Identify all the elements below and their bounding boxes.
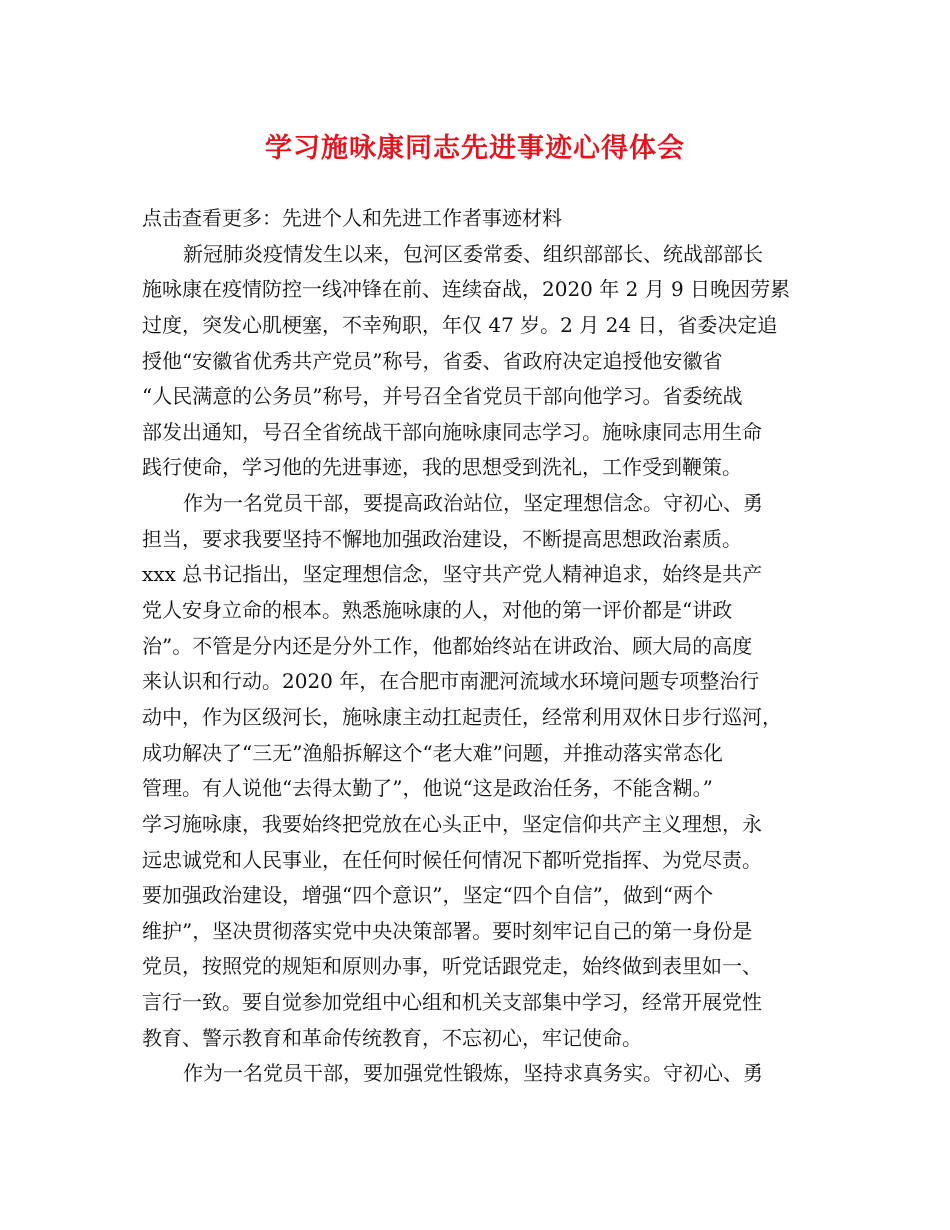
- body-line: 学习施咏康，我要始终把党放在心头正中，坚定信仰共产主义理想，永: [142, 811, 762, 836]
- body-line: 言行一致。要自觉参加党组中心组和机关支部集中学习，经常开展党性: [142, 990, 762, 1015]
- body-line: 维护”，坚决贯彻落实党中央决策部署。要时刻牢记自己的第一身份是: [142, 918, 753, 943]
- body-line: 授他“安徽省优秀共产党员”称号，省委、省政府决定追授他安徽省: [142, 348, 723, 373]
- body-line: 远忠诚党和人民事业，在任何时候任何情况下都听党指挥、为党尽责。: [142, 847, 762, 872]
- body-line: 治”。不管是分内还是分外工作，他都始终站在讲政治、顾大局的高度: [142, 633, 753, 658]
- body-line: 部发出通知，号召全省统战干部向施咏康同志学习。施咏康同志用生命: [142, 419, 762, 444]
- body-line: 管理。有人说他“去得太勤了”，他说“这是政治任务，不能含糊。”: [142, 776, 713, 801]
- document-title: 学习施咏康同志先进事迹心得体会: [265, 133, 685, 164]
- body-line: 新冠肺炎疫情发生以来，包河区委常委、组织部部长、统战部部长: [183, 241, 763, 266]
- body-line: 来认识和行动。2020 年，在合肥市南淝河流域水环境问题专项整治行: [142, 669, 760, 694]
- document-body: [142, 201, 822, 1092]
- more-link-line[interactable]: 点击查看更多：先进个人和先进工作者事迹材料: [142, 206, 562, 230]
- body-line: 作为一名党员干部，要加强党性锻炼，坚持求真务实。守初心、勇: [183, 1061, 763, 1086]
- body-line: 过度，突发心肌梗塞，不幸殉职，年仅 47 岁。2 月 24 日，省委决定追: [142, 312, 778, 337]
- body-line: 要加强政治建设，增强“四个意识”，坚定“四个自信”，做到“两个: [142, 883, 714, 908]
- body-line: 施咏康在疫情防控一线冲锋在前、连续奋战，2020 年 2 月 9 日晚因劳累: [142, 277, 791, 302]
- body-line: 担当，要求我要坚持不懈地加强政治建设，不断提高思想政治素质。: [142, 526, 742, 551]
- body-line: 成功解决了“三无”渔船拆解这个“老大难”问题，并推动落实常态化: [142, 740, 723, 765]
- body-line: xxx 总书记指出，坚定理想信念，坚守共产党人精神追求，始终是共产: [142, 562, 763, 587]
- body-line: 动中，作为区级河长，施咏康主动扛起责任，经常利用双休日步行巡河，: [142, 704, 782, 729]
- body-line: 党人安身立命的根本。熟悉施咏康的人，对他的第一评价都是“讲政: [142, 598, 733, 623]
- body-line: 践行使命，学习他的先进事迹，我的思想受到洗礼，工作受到鞭策。: [142, 455, 742, 480]
- body-line: 党员，按照党的规矩和原则办事，听党话跟党走，始终做到表里如一、: [142, 954, 762, 979]
- body-line: 教育、警示教育和革命传统教育，不忘初心，牢记使命。: [142, 1025, 642, 1050]
- body-line: 作为一名党员干部，要提高政治站位，坚定理想信念。守初心、勇: [183, 491, 763, 516]
- body-line: “人民满意的公务员”称号，并号召全省党员干部向他学习。省委统战: [142, 384, 743, 409]
